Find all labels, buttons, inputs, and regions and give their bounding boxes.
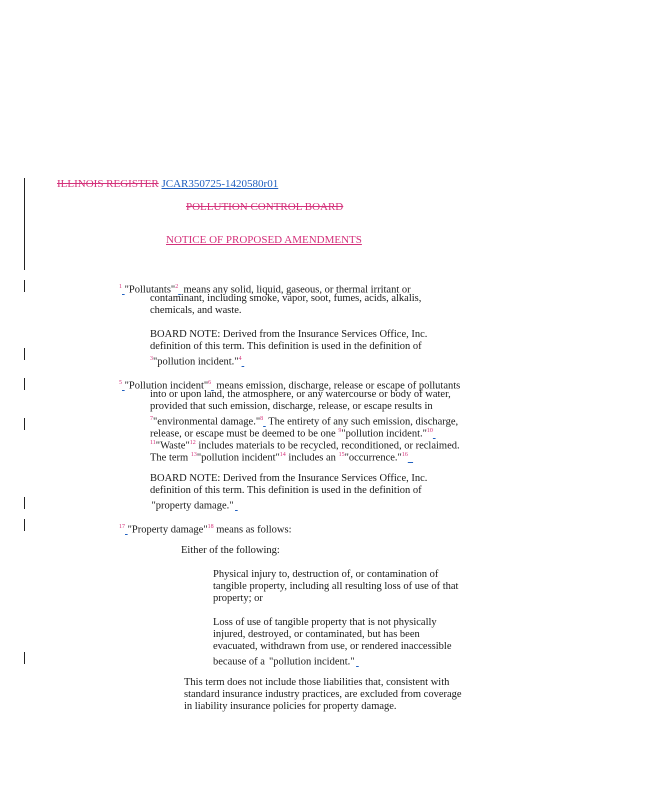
pollutants-line-2: contaminant, including smoke, vapor, soot, fumes, acids, alkalis, <box>150 293 422 304</box>
pollutants-line-1: $^1$ "Pollutants"$^2$ means any solid, liquid, gaseous, or thermal irritant or <box>119 284 411 296</box>
change-bar <box>24 280 25 292</box>
property-damage-b-2: injured, destroyed, or contaminated, but has been <box>213 629 420 640</box>
property-damage-b-1: Loss of use of tangible property that is not physically <box>213 617 437 628</box>
change-bar <box>24 378 25 390</box>
pollution-incident-term: "Pollution incident" <box>124 380 209 392</box>
register-inserted: JCAR350725-1420580r01 <box>161 178 279 190</box>
board-title: POLLUTION CONTROL BOARD <box>186 201 344 213</box>
pollutants-term: "Pollutants" <box>124 284 176 296</box>
property-damage-term: "Property damage" <box>127 524 208 536</box>
property-damage-c-2: standard insurance industry practices, are excluded from coverage <box>184 689 462 700</box>
pollutants-note-3: $^3$"pollution incident."$^4$ <box>150 356 242 368</box>
pollution-incident-line-5: release, or escape must be deemed to be one $^9$"pollution incident."$^{10}$ <box>150 428 433 440</box>
pollution-incident-note-2: definition of this term. This definition is used in the definition of <box>150 485 422 496</box>
pollutants-line-3: chemicals, and waste. <box>150 305 242 316</box>
property-damage-a-1: Physical injury to, destruction of, or contamination of <box>213 569 439 580</box>
property-damage-either: Either of the following: <box>181 545 280 556</box>
change-bar <box>24 519 25 531</box>
change-bar <box>24 652 25 664</box>
change-bar <box>24 418 25 430</box>
property-damage-c-1: This term does not include those liabilities that, consistent with <box>184 677 450 688</box>
property-damage-line-1: $^{17}$ "Property damage"$^{18}$ means as follows: <box>119 524 292 536</box>
change-bar <box>24 178 25 270</box>
property-damage-b-4: because of a "pollution incident." <box>213 656 355 668</box>
change-bar <box>24 497 25 509</box>
pollutants-note-2: definition of this term. This definition is used in the definition of <box>150 341 422 352</box>
pollution-incident-line-3: provided that such emission, discharge, release, or escape results in <box>150 401 433 412</box>
pollution-incident-line-2: into or upon land, the atmosphere, or any watercourse or body of water, <box>150 389 451 400</box>
register-header <box>57 178 278 190</box>
change-bar <box>24 348 25 360</box>
property-damage-b-3: evacuated, withdrawn from use, or rendered inaccessible <box>213 641 452 652</box>
pollutants-note-1: BOARD NOTE: Derived from the Insurance Services Office, Inc. <box>150 329 428 340</box>
pollution-incident-line-6: $^{11}$"Waste"$^{12}$ includes materials to be recycled, reconditioned, or reclaimed. <box>150 440 460 452</box>
property-damage-a-3: property; or <box>213 593 263 604</box>
pollution-incident-note-3: "property damage." <box>151 500 234 512</box>
notice-title: NOTICE OF PROPOSED AMENDMENTS <box>166 234 362 246</box>
register-deleted: ILLINOIS REGISTER <box>57 178 159 190</box>
pollution-incident-line-1: $^5$ "Pollution incident"$^6$ means emission, discharge, release or escape of pollutants <box>119 380 461 392</box>
pollution-incident-line-7: The term $^{13}$"pollution incident"$^{14}$ includes an $^{15}$"occurrence."$^{16}$ <box>150 452 408 464</box>
property-damage-c-3: in liability insurance policies for property damage. <box>184 701 397 712</box>
pollution-incident-note-1: BOARD NOTE: Derived from the Insurance Services Office, Inc. <box>150 473 428 484</box>
pollution-incident-line-4: $^7$"environmental damage."$^8$ The entirety of any such emission, discharge, <box>150 416 459 428</box>
property-damage-a-2: tangible property, including all resulting loss of use of that <box>213 581 459 592</box>
